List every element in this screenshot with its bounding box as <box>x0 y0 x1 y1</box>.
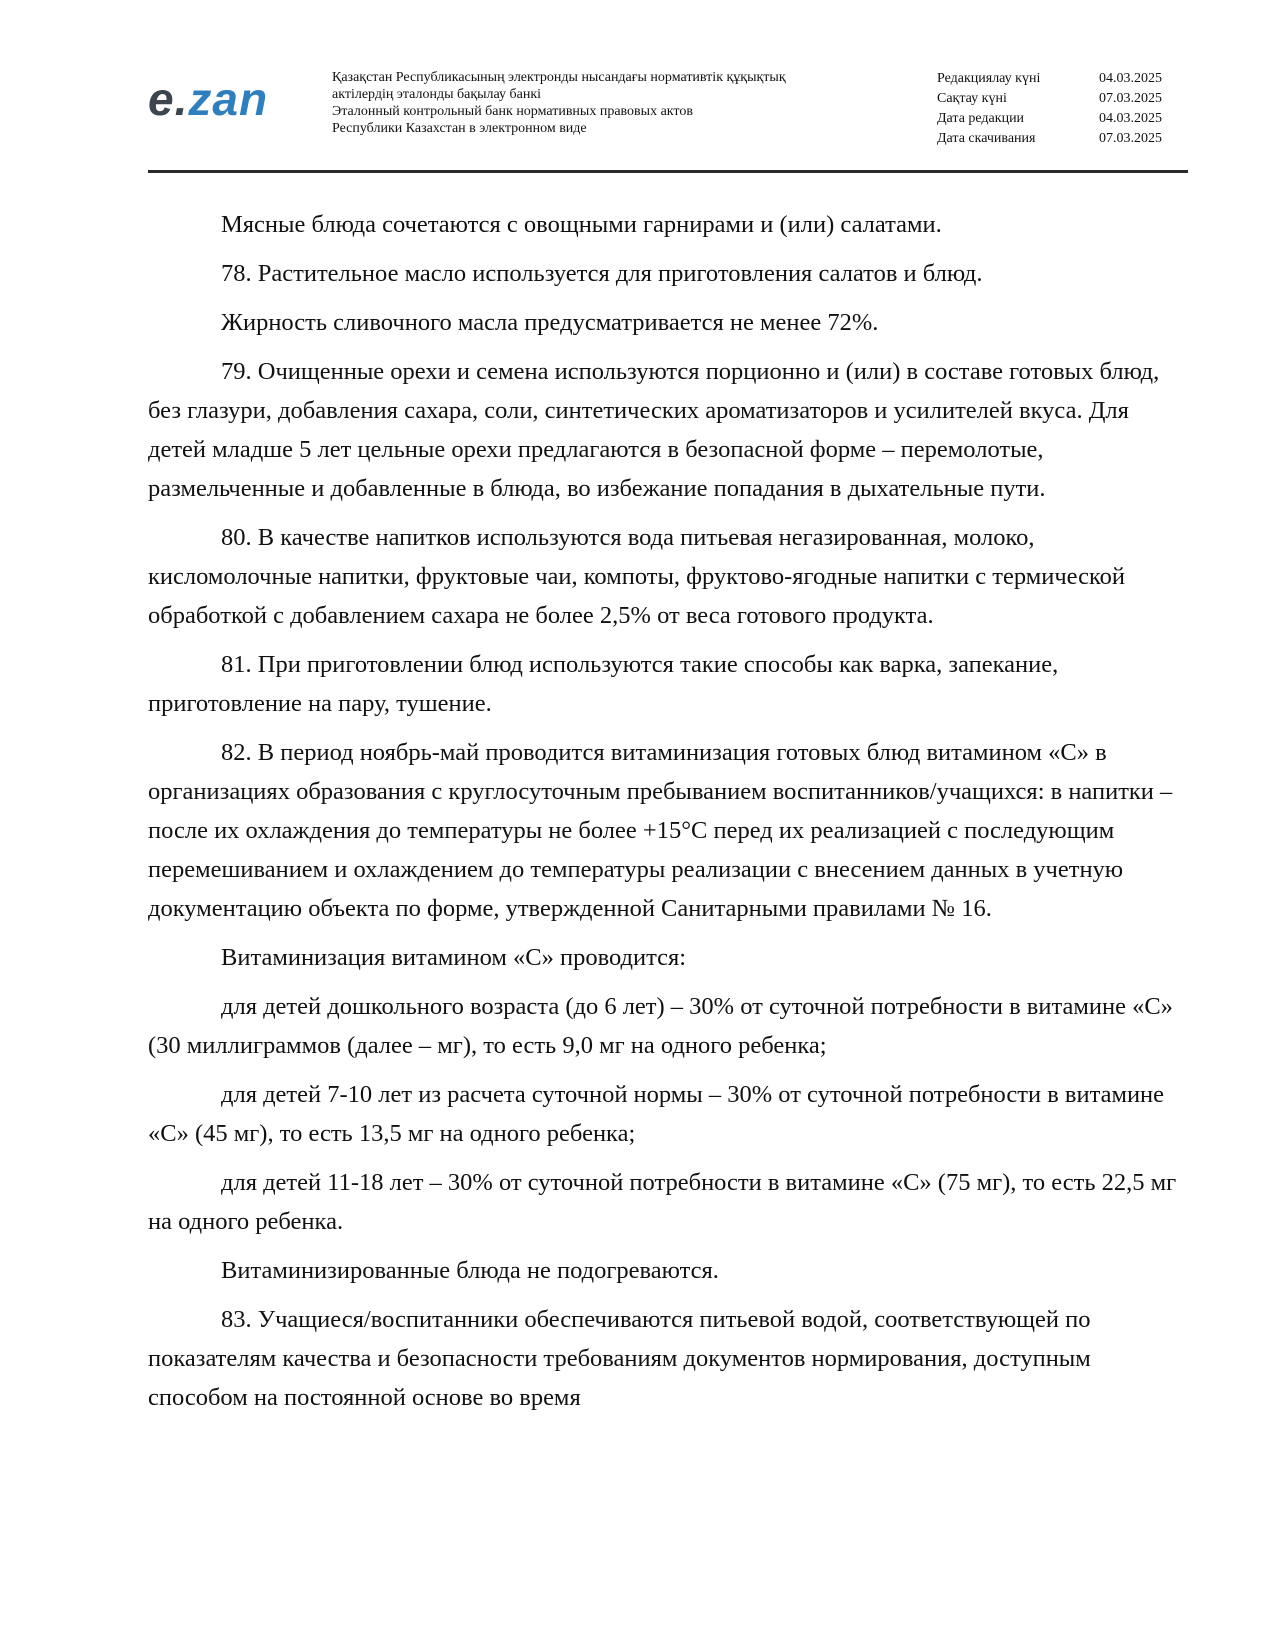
body-paragraph: Витаминизация витамином «С» проводится: <box>221 944 687 971</box>
body-paragraph: 82. В период ноябрь-май проводится витаминизация готовых блюд витамином «С» в организациях образования с круглосуточным пребыванием воспитанников/учащихся: в напитки – после их охлаждения до температуры не более +15°С перед их реализацией с последующим перемешиванием и охлаждением до температуры реализации с внесением данных в учетную документацию объекта по форме, утвержденной Санитарными правилами № 16. <box>148 739 1173 922</box>
meta-label: Сақтау күні <box>937 91 1007 106</box>
body-paragraph: для детей 11-18 лет – 30% от суточной потребности в витамине «С» (75 мг), то есть 22,5 мг на одного ребенка. <box>148 1169 1177 1235</box>
body-paragraph: 80. В качестве напитков используются вода питьевая негазированная, молоко, кисломолочные напитки, фруктовые чаи, компоты, фруктово-ягодные напитки с термической обработкой с добавлением сахара не более 2,5% от веса готового продукта. <box>148 524 1126 629</box>
bank-title <box>332 69 892 137</box>
document-body <box>148 205 1188 1427</box>
body-paragraph: для детей 7-10 лет из расчета суточной нормы – 30% от суточной потребности в витамине «С» (45 мг), то есть 13,5 мг на одного ребенка; <box>148 1081 1165 1147</box>
bank-title-line: Эталонный контрольный банк нормативных правовых актов <box>332 104 693 119</box>
bank-title-line: актілердің эталонды бақылау банкі <box>332 87 542 102</box>
meta-row-save-date-kz <box>937 89 1187 109</box>
ezan-logo <box>148 73 269 125</box>
logo-suffix: zan <box>188 73 269 125</box>
meta-value: 04.03.2025 <box>1099 111 1162 126</box>
meta-row-edit-date-kz <box>937 69 1187 89</box>
body-paragraph: 83. Учащиеся/воспитанники обеспечиваются питьевой водой, соответствующей по показателям качества и безопасности требованиям документов нормирования, доступным способом на постоянной основе во время <box>148 1306 1091 1411</box>
bank-title-line: Республики Казахстан в электронном виде <box>332 121 587 136</box>
meta-row-download-date-ru <box>937 129 1187 149</box>
body-paragraph: 81. При приготовлении блюд используются такие способы как варка, запекание, приготовление на пару, тушение. <box>148 651 1059 717</box>
document-dates <box>937 69 1187 149</box>
meta-row-edit-date-ru <box>937 109 1187 129</box>
bank-title-line: Қазақстан Республикасының электронды нысандағы нормативтік құқықтық <box>332 70 786 85</box>
logo-prefix: e. <box>148 73 189 125</box>
body-paragraph: Витаминизированные блюда не подогреваются. <box>221 1257 719 1284</box>
meta-value: 07.03.2025 <box>1099 131 1162 146</box>
header-divider <box>148 170 1188 173</box>
meta-value: 07.03.2025 <box>1099 91 1162 106</box>
meta-label: Дата редакции <box>937 111 1025 126</box>
body-paragraph: Мясные блюда сочетаются с овощными гарнирами и (или) салатами. <box>221 211 942 238</box>
body-paragraph: 78. Растительное масло используется для приготовления салатов и блюд. <box>221 260 983 287</box>
document-header <box>148 62 1186 168</box>
body-paragraph: 79. Очищенные орехи и семена используются порционно и (или) в составе готовых блюд, без глазури, добавления сахара, соли, синтетических ароматизаторов и усилителей вкуса. Для детей младше 5 лет цельные орехи предлагаются в безопасной форме – перемолотые, размельченные и добавленные в блюда, во избежание попадания в дыхательные пути. <box>148 358 1160 502</box>
body-paragraph: Жирность сливочного масла предусматривается не менее 72%. <box>221 309 879 336</box>
meta-label: Дата скачивания <box>937 131 1036 146</box>
meta-value: 04.03.2025 <box>1099 71 1162 86</box>
body-paragraph: для детей дошкольного возраста (до 6 лет) – 30% от суточной потребности в витамине «С» (30 миллиграммов (далее – мг), то есть 9,0 мг на одного ребенка; <box>148 993 1173 1059</box>
meta-label: Редакциялау күні <box>937 71 1041 86</box>
